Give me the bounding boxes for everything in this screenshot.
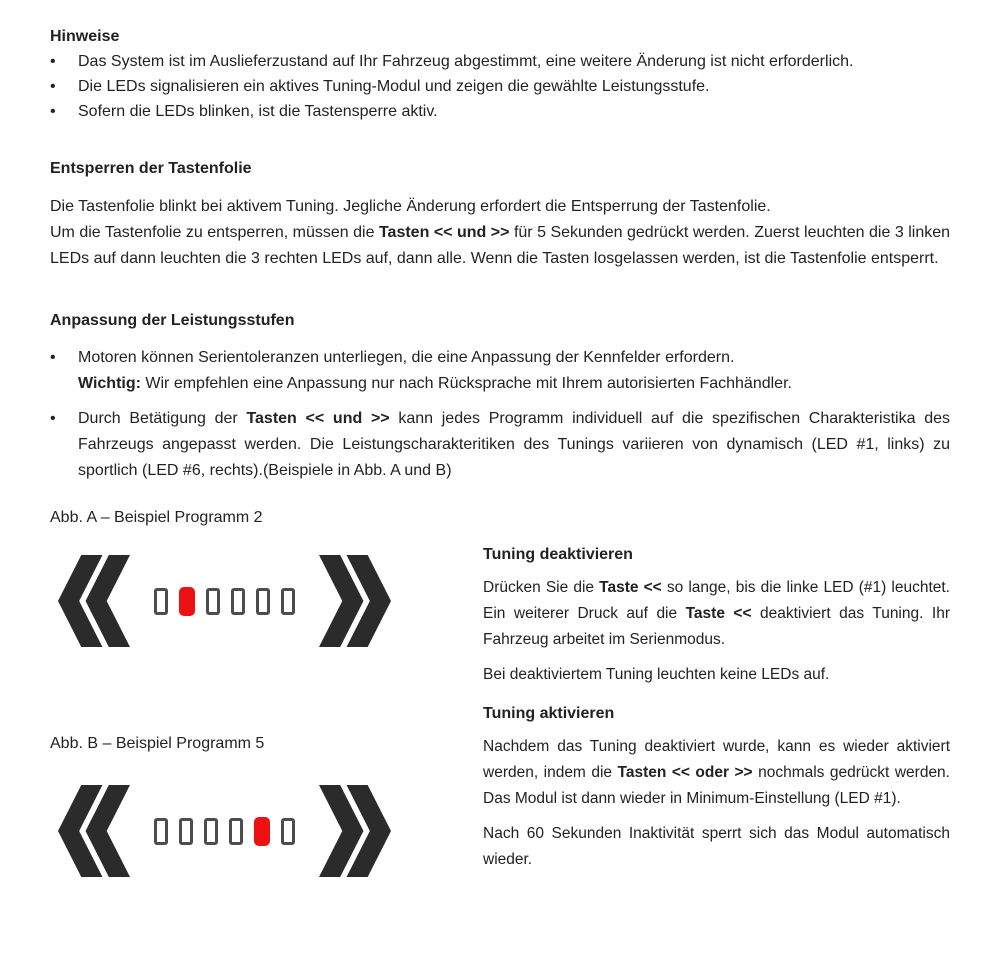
led-5-off	[256, 588, 270, 615]
entsperren-title: Entsperren der Tastenfolie	[50, 160, 252, 177]
led-4-off	[229, 818, 243, 845]
list-item-text: Das System ist im Auslieferzustand auf Ihr Fahrzeug abgestimmt, eine weitere Änderung ist nicht erforderlich.	[78, 53, 854, 70]
bold-text-segment: Tasten << und >>	[246, 410, 390, 427]
section-anpassung	[50, 308, 950, 484]
list-item	[50, 49, 950, 74]
bold-text-segment: Taste <<	[685, 605, 752, 622]
tuning-aktivieren-note: Nach 60 Sekunden Inaktivität sperrt sich das Modul automatisch wieder.	[483, 825, 950, 868]
list-item	[50, 99, 950, 124]
led-4-off	[231, 588, 245, 615]
led-2-active	[179, 587, 195, 616]
instructions-column	[483, 504, 950, 877]
bullet-icon: •	[50, 410, 56, 427]
bullet-icon: •	[50, 78, 56, 95]
list-item-text: Die LEDs signalisieren ein aktives Tuning-Modul und zeigen die gewählte Leistungsstufe.	[78, 78, 710, 95]
section-entsperren	[50, 156, 950, 272]
double-chevron-right-icon	[319, 785, 391, 877]
list-item	[50, 406, 950, 484]
double-chevron-right-icon	[319, 555, 391, 647]
figures-and-instructions	[50, 504, 950, 877]
tuning-deaktivieren-title: Tuning deaktivieren	[483, 546, 633, 563]
figure-b-graphic	[58, 785, 391, 877]
text-segment: so lange, bis die linke LED (#1) leuchtet. Ein weiterer Druck auf die	[483, 579, 950, 622]
list-item-text: Sofern die LEDs blinken, ist die Tastensperre aktiv.	[78, 103, 438, 120]
led-1-off	[154, 588, 168, 615]
bullet-icon: •	[50, 53, 56, 70]
text-segment: Um die Tastenfolie zu entsperren, müssen die	[50, 224, 379, 241]
hinweise-title: Hinweise	[50, 28, 120, 45]
text-segment: Durch Betätigung der	[78, 410, 247, 427]
text-segment: deaktiviert das Tuning. Ihr Fahrzeug arbeitet im Serienmodus.	[483, 605, 950, 648]
list-item	[50, 74, 950, 99]
led-6-off	[281, 818, 295, 845]
tuning-deaktivieren-paragraph	[483, 575, 950, 653]
figure-a-graphic	[58, 555, 391, 647]
text-segment: für 5 Sekunden gedrückt werden. Zuerst leuchten die 3 linken LEDs auf dann leuchten die 3 rechten LEDs auf, dann alle. Wenn die Tasten losgelassen werden, ist die Tastenfolie entsperrt.	[50, 224, 951, 267]
text-segment: nochmals gedrückt werden. Das Modul ist dann wieder in Minimum-Einstellung (LED #1).	[483, 764, 950, 807]
section-hinweise	[50, 24, 950, 124]
text-segment: kann jedes Programm individuell auf die spezifischen Charakteristika des Fahrzeugs angepasst werden. Die Leistungscharakteritiken des Tunings variieren von dynamisch (LED #1, links) zu sportlich (LED #6, rechts).(Beispiele in Abb. A und B)	[78, 410, 951, 479]
led-row	[154, 587, 295, 616]
bold-text-segment: Taste <<	[599, 579, 662, 596]
text-segment: Drücken Sie die	[483, 579, 600, 596]
double-chevron-left-icon	[58, 785, 130, 877]
tuning-aktivieren-paragraph	[483, 734, 950, 812]
hinweise-list	[50, 49, 950, 124]
led-3-off	[204, 818, 218, 845]
led-2-off	[179, 818, 193, 845]
figure-a-caption: Abb. A – Beispiel Programm 2	[50, 509, 263, 526]
bold-text-segment: Wichtig:	[78, 375, 141, 392]
led-6-off	[281, 588, 295, 615]
entsperren-paragraph	[50, 194, 950, 272]
tuning-aktivieren-title: Tuning aktivieren	[483, 705, 615, 722]
text-segment: Motoren können Serientoleranzen unterliegen, die eine Anpassung der Kennfelder erfordern.	[78, 349, 735, 366]
text-segment: Wir empfehlen eine Anpassung nur nach Rücksprache mit Ihrem autorisierten Fachhändler.	[140, 375, 792, 392]
bold-text-segment: Tasten << oder >>	[617, 764, 753, 781]
led-5-active	[254, 817, 270, 846]
led-3-off	[206, 588, 220, 615]
list-item-text	[78, 345, 950, 397]
list-item	[50, 345, 950, 397]
text-segment: Nachdem das Tuning deaktiviert wurde, kann es wieder aktiviert werden, indem die	[483, 738, 950, 781]
bullet-icon: •	[50, 349, 56, 366]
double-chevron-left-icon	[58, 555, 130, 647]
figures-column	[50, 504, 483, 877]
bold-text-segment: Tasten << und >>	[378, 224, 510, 241]
led-1-off	[154, 818, 168, 845]
anpassung-title: Anpassung der Leistungsstufen	[50, 312, 295, 329]
text-segment: Die Tastenfolie blinkt bei aktivem Tuning. Jegliche Änderung erfordert die Entsperrung der Tastenfolie.	[50, 198, 771, 215]
tuning-deaktivieren-note: Bei deaktiviertem Tuning leuchten keine LEDs auf.	[483, 666, 830, 683]
list-item-text	[78, 406, 950, 484]
bullet-icon: •	[50, 103, 56, 120]
figure-b-caption: Abb. B – Beispiel Programm 5	[50, 735, 265, 752]
led-row	[154, 817, 295, 846]
